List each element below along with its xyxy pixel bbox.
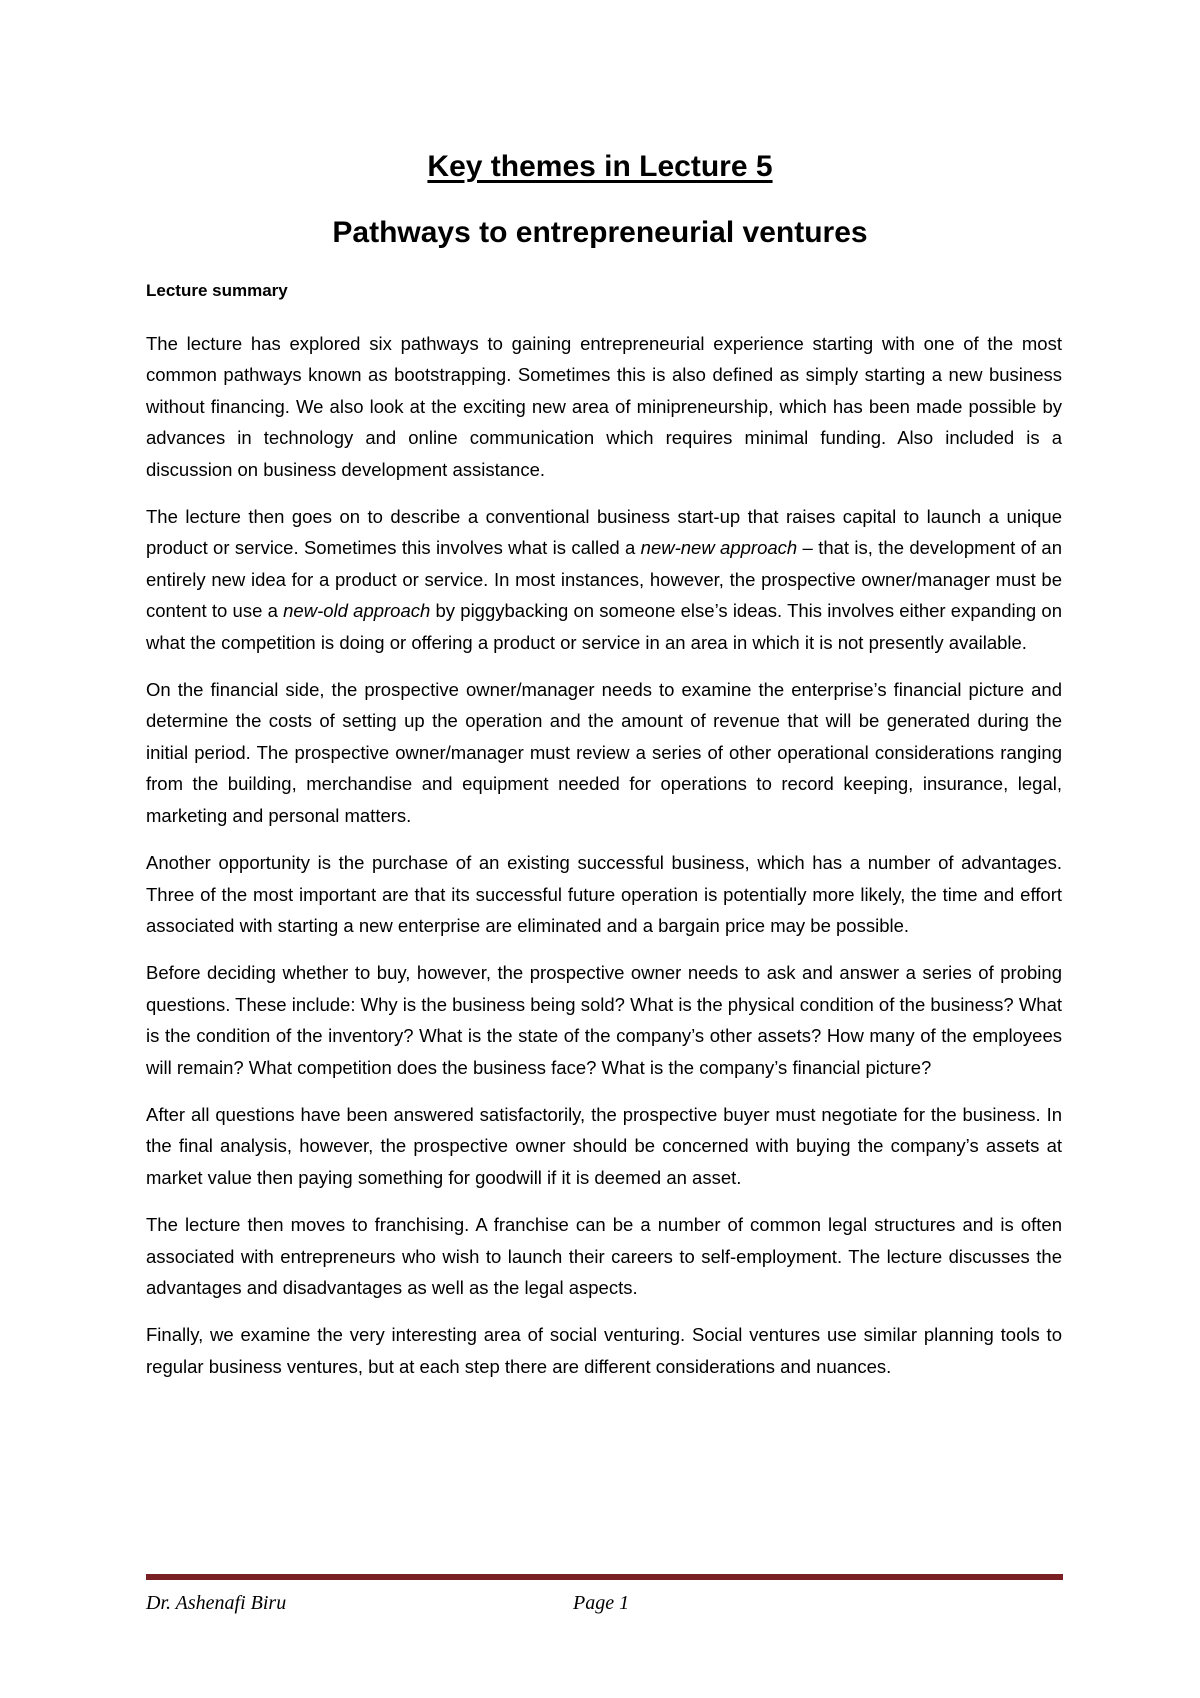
document-subtitle: Pathways to entrepreneurial ventures: [332, 216, 868, 249]
paragraph-negotiation: After all questions have been answered satisfactorily, the prospective buyer must negotiate for the business. In the final analysis, however, the prospective owner should be concerned with buying the company’s assets at market value then paying something for goodwill if it is deemed an asset.: [146, 1103, 1062, 1188]
paragraph-bootstrapping: The lecture has explored six pathways to gaining entrepreneurial experience starting with one of the most common pathways known as bootstrapping. Sometimes this is also defined as simply starting a new business without financing. We also look at the exciting new area of minipreneurship, which has been made possible by advances in technology and online communication which requires minimal funding. Also included is a discussion on business development assistance.: [146, 333, 1062, 480]
document-body: [146, 328, 1062, 1398]
paragraph-questions: Before deciding whether to buy, however, the prospective owner needs to ask and answer a series of probing questions. These include: Why is the business being sold? What is the physical condition of the business? What is the condition of the inventory? What is the state of the company’s other assets? How many of the employees will remain? What competition does the business face? What is the company’s financial picture?: [146, 962, 1062, 1078]
footer-rule: [146, 1574, 1063, 1580]
paragraph-text: – that is, the development of an entirely new idea for a product or service. In most instances, however, the prospective owner/manager must be content to use a: [146, 537, 1062, 622]
paragraph-text: by piggybacking on someone else’s ideas. This involves either expanding on what the competition is doing or offering a product or service in an area in which it is not presently available.: [146, 600, 1062, 653]
paragraph-startup: [146, 501, 1062, 658]
paragraph-financial: On the financial side, the prospective owner/manager needs to examine the enterprise’s financial picture and determine the costs of setting up the operation and the amount of revenue that will be generated during the initial period. The prospective owner/manager must review a series of other operational considerations ranging from the building, merchandise and equipment needed for operations to record keeping, insurance, legal, marketing and personal matters.: [146, 679, 1062, 826]
footer-page-number: Page 1: [573, 1592, 630, 1614]
paragraph-franchising: The lecture then moves to franchising. A franchise can be a number of common legal structures and is often associated with entrepreneurs who wish to launch their careers to self-employment. The lecture discusses the advantages and disadvantages as well as the legal aspects.: [146, 1214, 1062, 1298]
paragraph-text: The lecture then goes on to describe a conventional business start-up that raises capital to launch a unique product or service. Sometimes this involves what is called a: [146, 506, 1062, 559]
paragraph-purchase: Another opportunity is the purchase of an existing successful business, which has a number of advantages. Three of the most important are that its successful future operation is potentially more likely, the time and effort associated with starting a new enterprise are eliminated and a bargain price may be possible.: [146, 852, 1062, 936]
document-title: Key themes in Lecture 5: [427, 150, 773, 183]
footer-author: Dr. Ashenafi Biru: [146, 1592, 287, 1614]
emphasis-new-old-approach: new-old approach: [283, 600, 431, 622]
section-heading: Lecture summary: [146, 281, 288, 300]
emphasis-new-new-approach: new-new approach: [640, 537, 798, 559]
paragraph-social-venturing: Finally, we examine the very interesting area of social venturing. Social ventures use similar planning tools to regular business ventures, but at each step there are different considerations and nuances.: [146, 1324, 1062, 1377]
